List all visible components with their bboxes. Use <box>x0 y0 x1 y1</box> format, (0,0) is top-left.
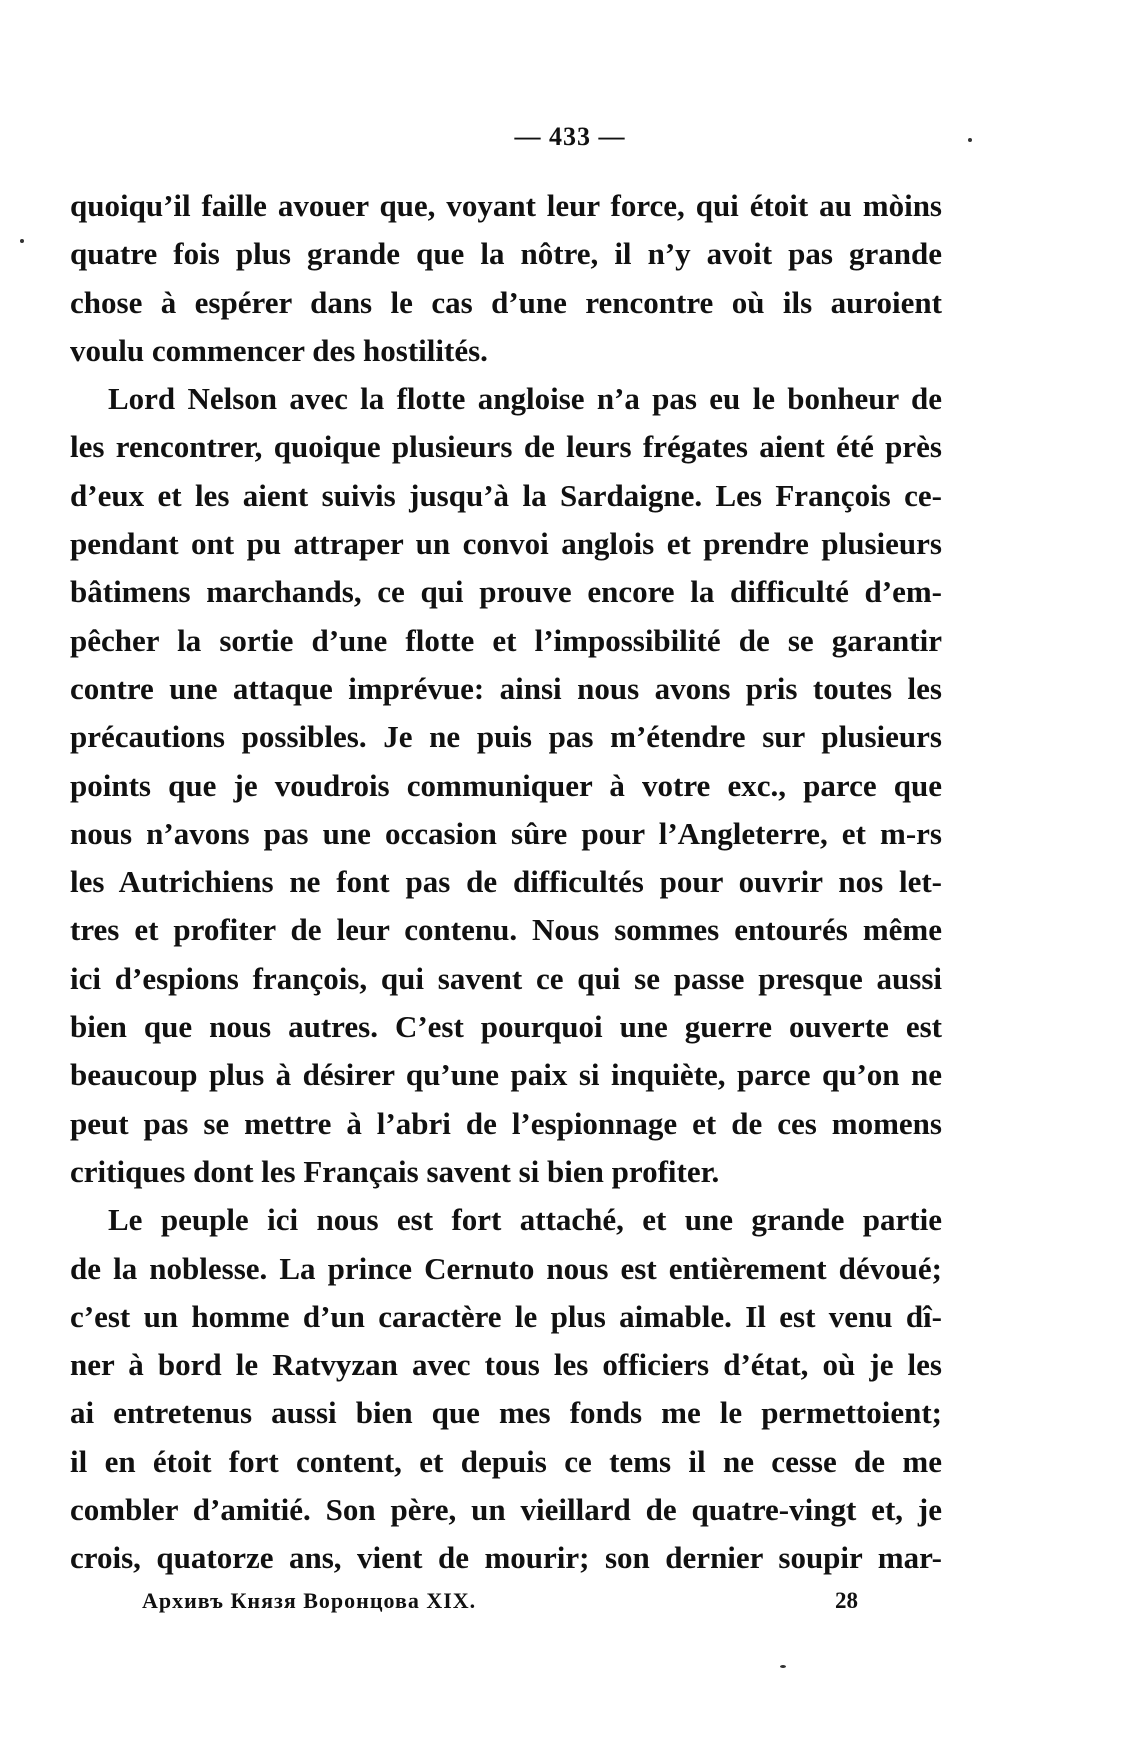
text-line: peut pas se mettre à l’abri de l’espionnage et de ces momens <box>70 1105 942 1141</box>
scan-speck <box>968 138 972 142</box>
text-line: contre une attaque imprévue: ainsi nous avons pris toutes les <box>70 670 942 706</box>
text-line: Lord Nelson avec la flotte angloise n’a pas eu le bonheur de <box>108 381 942 417</box>
text-line: quatre fois plus grande que la nôtre, il n’y avoit pas grande <box>70 236 942 272</box>
text-line: points que je voudrois communiquer à votre exc., parce que <box>70 767 942 803</box>
text-line: crois, quatorze ans, vient de mourir; son dernier soupir mar- <box>70 1540 942 1576</box>
text-line: il en étoit fort content, et depuis ce tems il ne cesse de me <box>70 1443 942 1479</box>
body-text <box>70 182 942 1583</box>
text-line: beaucoup plus à désirer qu’une paix si inquiète, parce qu’on ne <box>70 1057 942 1093</box>
footer-title: Архивъ Князя Воронцова XIX. <box>142 1588 477 1613</box>
text-line: les Autrichiens ne font pas de difficultés pour ouvrir nos let- <box>70 864 942 900</box>
text-line: quoiqu’il faille avouer que, voyant leur force, qui étoit au mòins <box>70 188 942 223</box>
text-line: pendant ont pu attraper un convoi anglois et prendre plusieurs <box>70 526 942 562</box>
text-line: voulu commencer des hostilités. <box>70 332 488 368</box>
text-line: d’eux et les aient suivis jusqu’à la Sardaigne. Les François ce- <box>70 477 942 513</box>
text-line: pêcher la sortie d’une flotte et l’impossibilité de se garantir <box>70 622 942 658</box>
text-line: bâtimens marchands, ce qui prouve encore la difficulté d’em- <box>70 574 942 610</box>
page-footer <box>0 1588 1140 1622</box>
text-line: ai entretenus aussi bien que mes fonds me le permettoient; <box>70 1395 942 1431</box>
text-line: chose à espérer dans le cas d’une rencontre où ils auroient <box>70 284 942 320</box>
scan-speck <box>20 239 24 243</box>
text-line: de la noblesse. La prince Cernuto nous est entièrement dévoué; <box>70 1250 942 1286</box>
text-line: c’est un homme d’un caractère le plus aimable. Il est venu dî- <box>70 1298 942 1334</box>
text-line: combler d’amitié. Son père, un vieillard de quatre-vingt et, je <box>70 1492 942 1528</box>
page-number: — 433 — <box>514 122 626 151</box>
signature-number: 28 <box>835 1588 858 1613</box>
scan-speck <box>780 1665 786 1668</box>
text-line: Le peuple ici nous est fort attaché, et une grande partie <box>108 1202 942 1238</box>
text-line: ici d’espions françois, qui savent ce qui se passe presque aussi <box>70 960 942 996</box>
text-line: nous n’avons pas une occasion sûre pour l’Angleterre, et m-rs <box>70 815 942 851</box>
text-line: bien que nous autres. C’est pourquoi une guerre ouverte est <box>70 1009 942 1045</box>
text-line: les rencontrer, quoique plusieurs de leurs frégates aient été près <box>70 429 942 465</box>
text-line: tres et profiter de leur contenu. Nous sommes entourés même <box>70 912 942 948</box>
text-line: précautions possibles. Je ne puis pas m’étendre sur plusieurs <box>70 719 942 755</box>
text-line: ner à bord le Ratvyzan avec tous les officiers d’état, où je les <box>70 1347 942 1383</box>
text-line: critiques dont les Français savent si bien profiter. <box>70 1153 720 1189</box>
